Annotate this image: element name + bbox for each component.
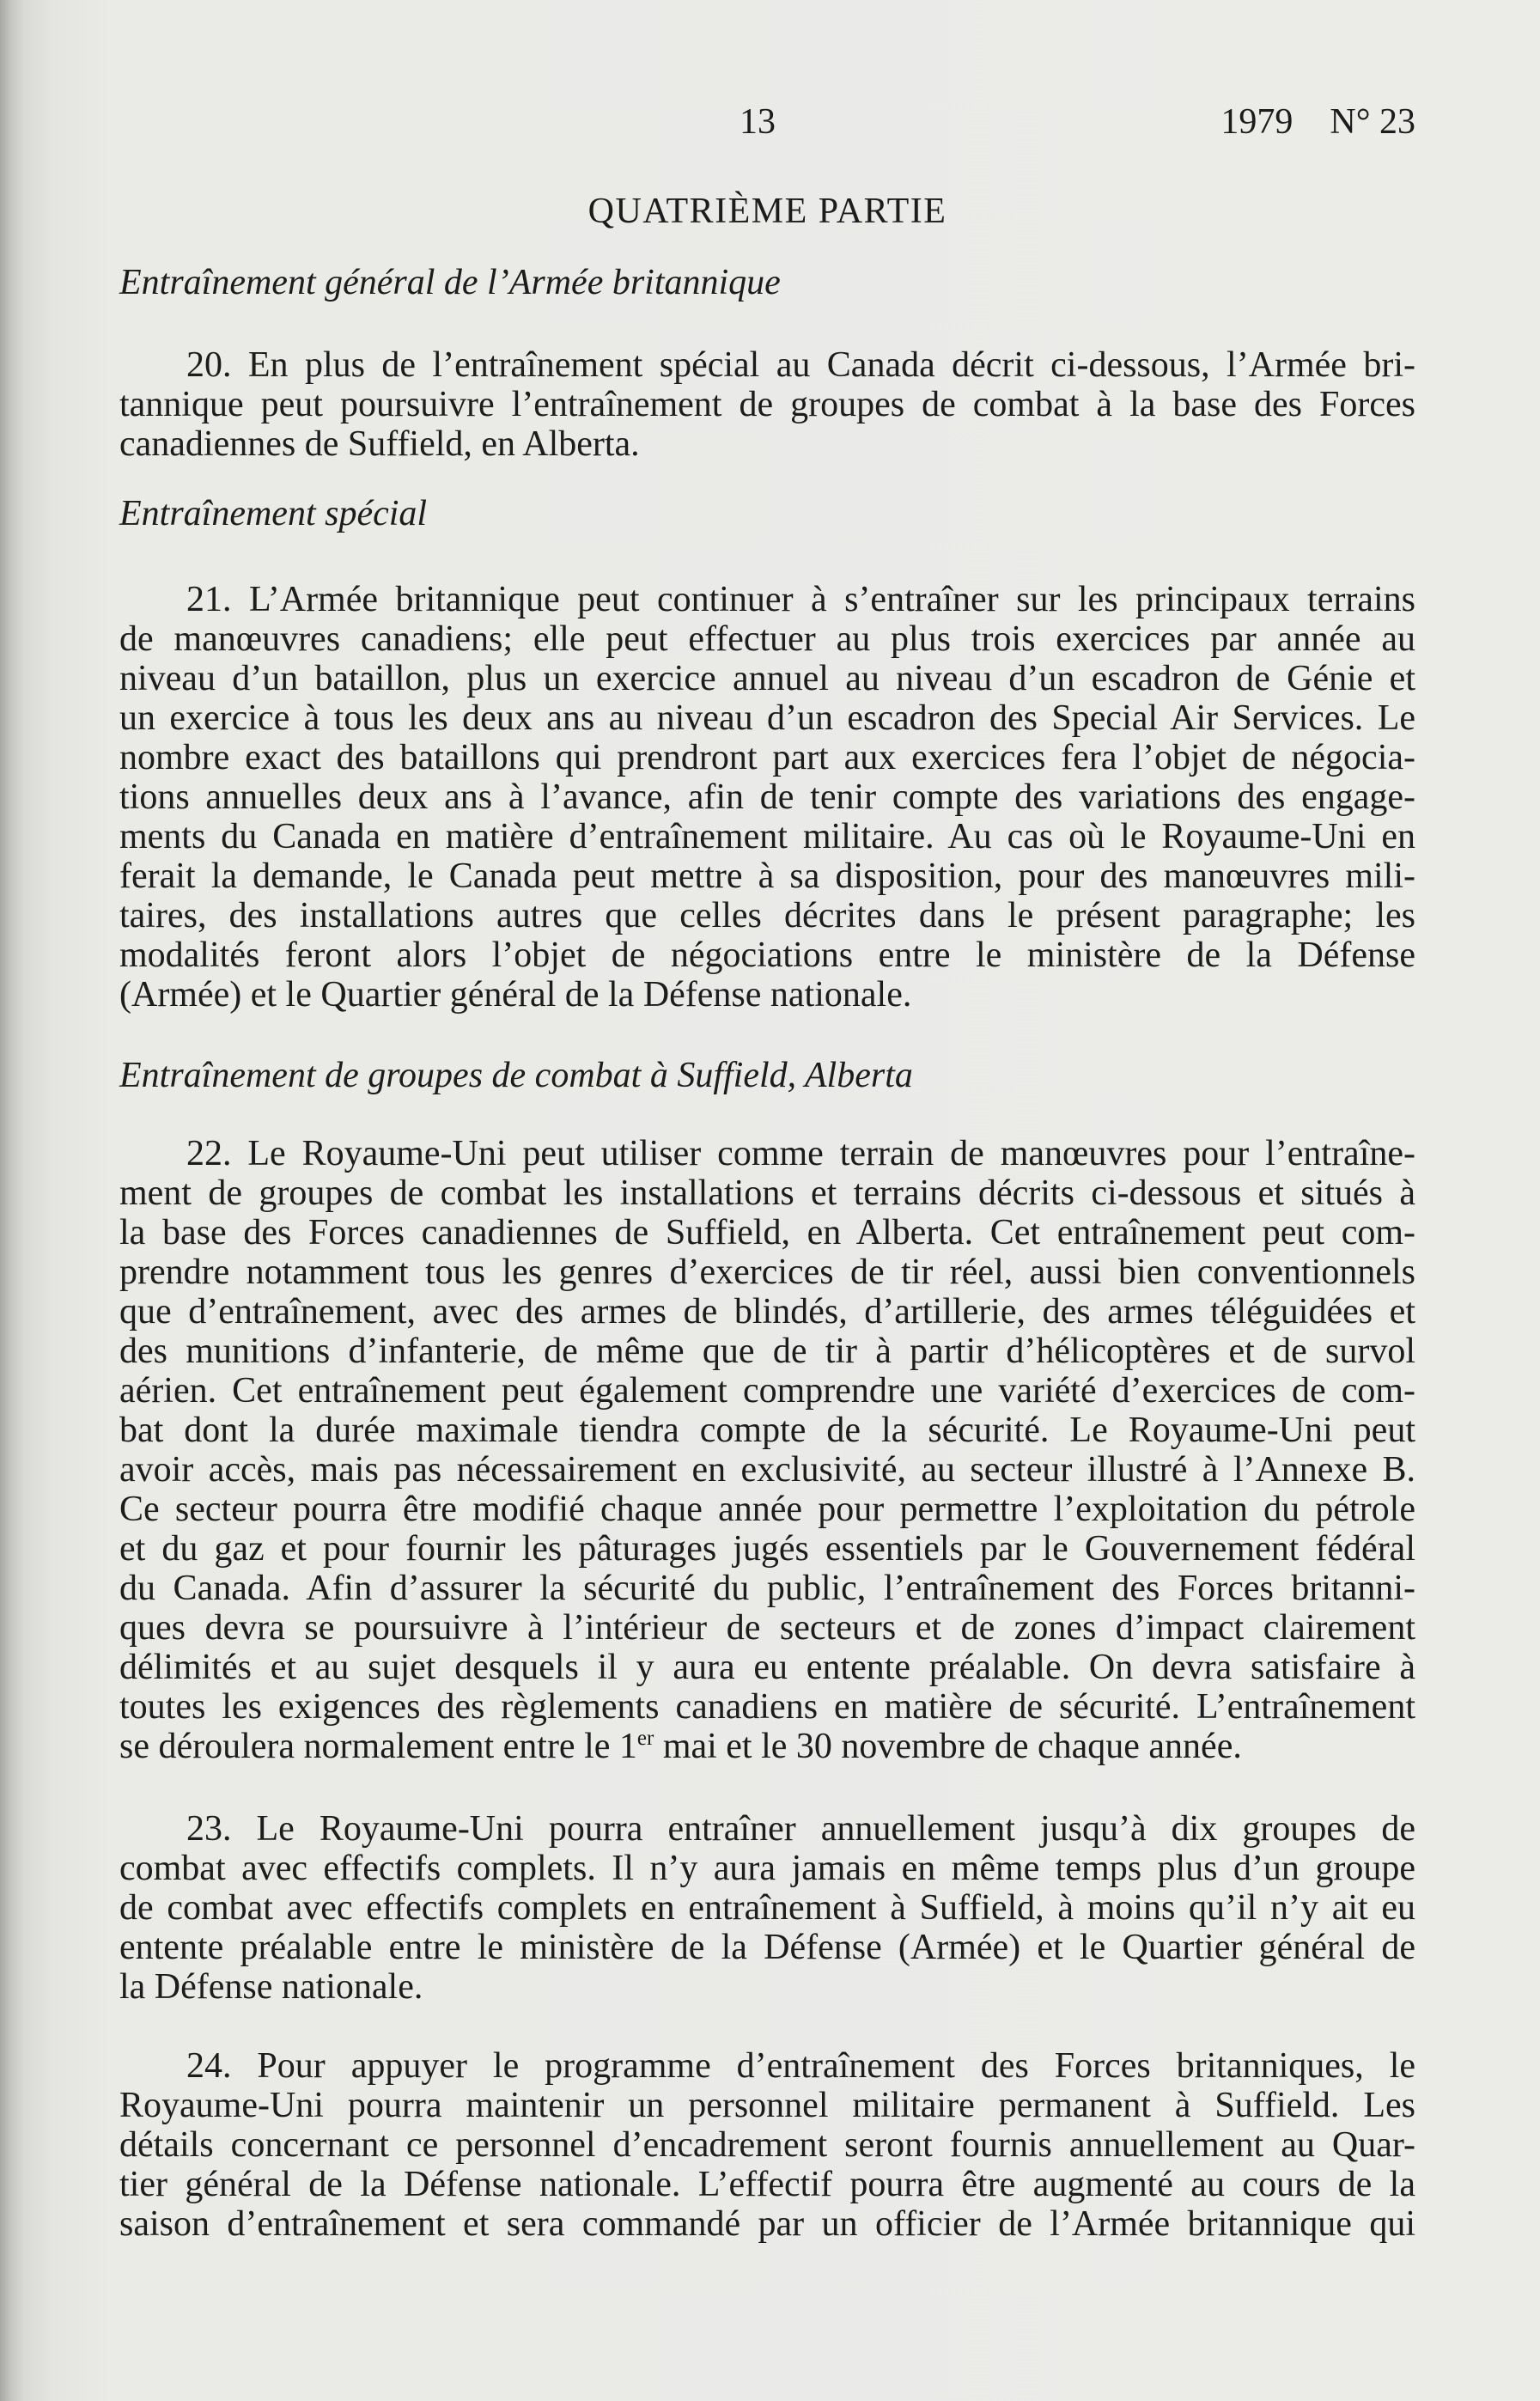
text-line: ment de groupes de combat les installations et terrains décrits ci-dessous et situés à [119,1173,1415,1213]
page-number: 13 [740,102,776,142]
text-line: modalités feront alors l’objet de négociations entre le ministère de la Défense [119,935,1415,975]
paragraph-24 [119,2046,1415,2244]
text-line: entente préalable entre le ministère de la Défense (Armée) et le Quartier général de [119,1928,1415,1967]
running-header-right [1220,102,1415,142]
section-heading: Entraînement spécial [119,494,428,533]
text-line: détails concernant ce personnel d’encadrement seront fournis annuellement au Quar- [119,2125,1415,2165]
section-heading: Entraînement de groupes de combat à Suffield, Alberta [119,1056,913,1095]
ordinal-superscript: er [636,1727,654,1750]
text-line: un exercice à tous les deux ans au niveau d’un escadron des Special Air Services. Le [119,698,1415,738]
text-line: la base des Forces canadiennes de Suffield, en Alberta. Cet entraînement peut com- [119,1213,1415,1252]
text-line: que d’entraînement, avec des armes de blindés, d’artillerie, des armes téléguidées et [119,1292,1415,1332]
paragraph-20 [119,345,1415,464]
text-line: de manœuvres canadiens; elle peut effectuer au plus trois exercices par année au [119,619,1415,659]
text-line: tier général de la Défense nationale. L’effectif pourra être augmenté au cours de la [119,2165,1415,2204]
text-line: Ce secteur pourra être modifié chaque année pour permettre l’exploitation du pétrole [119,1490,1415,1529]
text-segment: se déroulera normalement entre le 1 [119,1727,637,1766]
text-line: avoir accès, mais pas nécessairement en exclusivité, au secteur illustré à l’Annexe B. [119,1450,1415,1490]
header-issue-number: N° 23 [1330,102,1415,142]
text-line: aérien. Cet entraînement peut également comprendre une variété d’exercices de com- [119,1371,1415,1411]
text-line: ferait la demande, le Canada peut mettre à sa disposition, pour des manœuvres mili- [119,856,1415,896]
text-line: (Armée) et le Quartier général de la Défense nationale. [119,975,912,1015]
text-line: taires, des installations autres que celles décrites dans le présent paragraphe; les [119,896,1415,935]
text-line: la Défense nationale. [119,1967,423,2007]
text-line: des munitions d’infanterie, de même que de tir à partir d’hélicoptères et de survol [119,1332,1415,1371]
text-line: bat dont la durée maximale tiendra compte de la sécurité. Le Royaume-Uni peut [119,1411,1415,1450]
paragraph-22 [119,1134,1415,1766]
text-line: et du gaz et pour fournir les pâturages jugés essentiels par le Gouvernement fédéral [119,1529,1415,1569]
text-line: tions annuelles deux ans à l’avance, afin de tenir compte des variations des engage- [119,777,1415,817]
part-title: QUATRIÈME PARTIE [587,192,947,231]
text-line: Royaume-Uni pourra maintenir un personnel militaire permanent à Suffield. Les [119,2086,1415,2125]
header-year: 1979 [1220,102,1293,142]
paragraph-21 [119,580,1415,1015]
text-line: 20. En plus de l’entraînement spécial au Canada décrit ci-dessous, l’Armée bri- [186,345,1415,385]
text-line: 22. Le Royaume-Uni peut utiliser comme terrain de manœuvres pour l’entraîne- [186,1134,1415,1173]
text-line: combat avec effectifs complets. Il n’y aura jamais en même temps plus d’un groupe [119,1849,1415,1888]
section-heading: Entraînement général de l’Armée britannique [119,263,781,302]
paragraph-23 [119,1809,1415,2007]
text-line: saison d’entraînement et sera commandé par un officier de l’Armée britannique qui [119,2204,1415,2244]
text-line: du Canada. Afin d’assurer la sécurité du public, l’entraînement des Forces britanni- [119,1569,1415,1608]
text-line: 21. L’Armée britannique peut continuer à s’entraîner sur les principaux terrains [186,580,1415,619]
text-line: nombre exact des bataillons qui prendront part aux exercices fera l’objet de négocia- [119,738,1415,777]
text-line: de combat avec effectifs complets en entraînement à Suffield, à moins qu’il n’y ait eu [119,1888,1415,1928]
text-line: canadiennes de Suffield, en Alberta. [119,424,640,464]
text-line [119,1727,1415,1766]
text-line: niveau d’un bataillon, plus un exercice annuel au niveau d’un escadron de Génie et [119,659,1415,698]
text-line: ments du Canada en matière d’entraînement militaire. Au cas où le Royaume-Uni en [119,817,1415,856]
text-line: prendre notamment tous les genres d’exercices de tir réel, aussi bien conventionnels [119,1252,1415,1292]
text-line: délimités et au sujet desquels il y aura eu entente préalable. On devra satisfaire à [119,1648,1415,1687]
text-line: ques devra se poursuivre à l’intérieur de secteurs et de zones d’impact clairement [119,1608,1415,1648]
text-segment: mai et le 30 novembre de chaque année. [654,1727,1242,1766]
text-line: tannique peut poursuivre l’entraînement de groupes de combat à la base des Forces [119,385,1415,424]
text-line: 24. Pour appuyer le programme d’entraînement des Forces britanniques, le [186,2046,1415,2086]
text-line: 23. Le Royaume-Uni pourra entraîner annuellement jusqu’à dix groupes de [186,1809,1415,1849]
text-line: toutes les exigences des règlements canadiens en matière de sécurité. L’entraînement [119,1687,1415,1727]
